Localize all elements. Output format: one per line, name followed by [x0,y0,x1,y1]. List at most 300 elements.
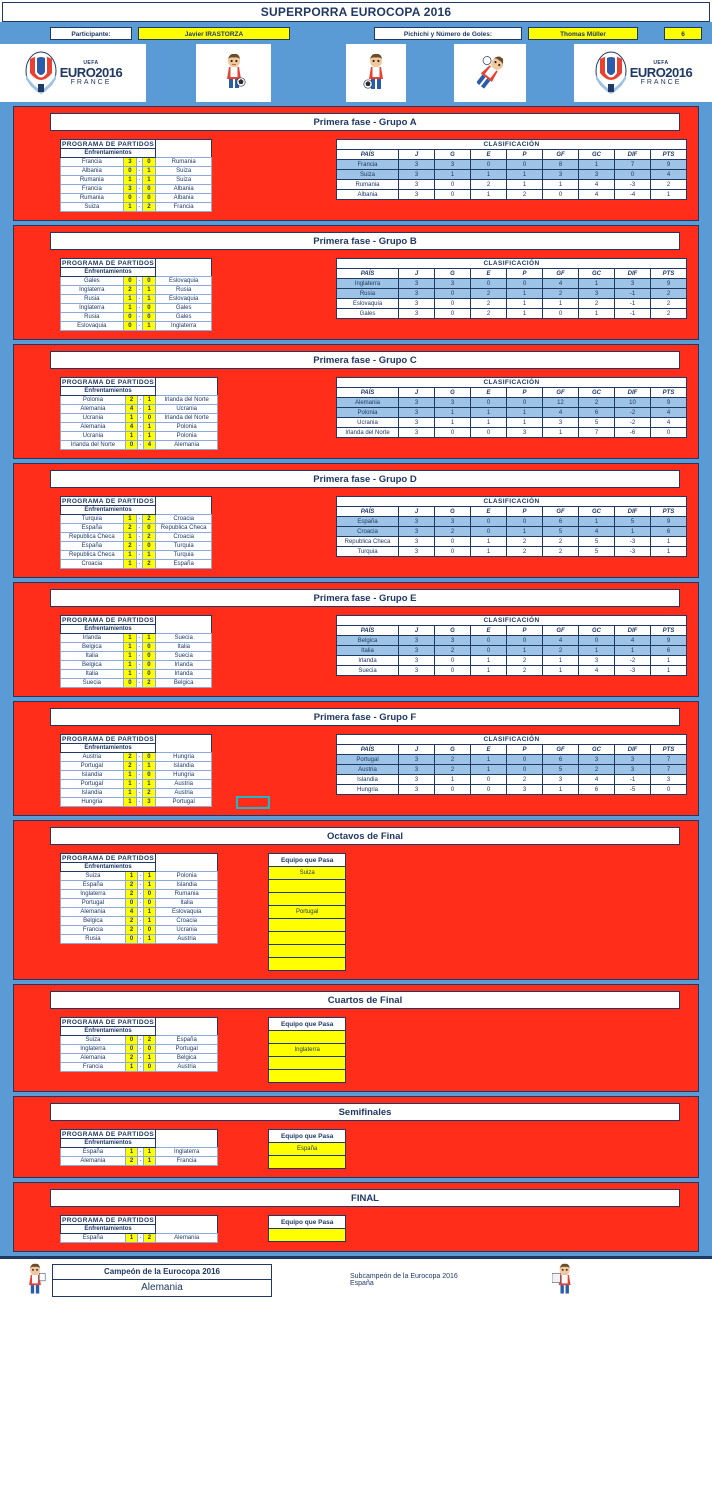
home-score[interactable]: 0 [123,194,136,203]
home-score[interactable]: 2 [125,917,138,926]
column-header-e: E [471,150,507,160]
standing-p: 2 [507,666,543,676]
programa-de-partidos-table [60,734,212,807]
away-team: Hungria [156,753,212,762]
away-score[interactable]: 0 [143,1063,156,1072]
winner-row [269,945,346,958]
standing-dif: -3 [615,180,651,190]
column-header-p: P [507,150,543,160]
column-header-gf: GF [543,269,579,279]
standing-gc: 3 [579,289,615,299]
round-title: Cuartos de Final [50,991,680,1009]
winner-cell[interactable] [269,919,346,932]
home-score[interactable]: 2 [125,881,138,890]
home-score[interactable]: 1 [123,798,136,807]
standing-g: 0 [435,656,471,666]
home-team: Portugal [61,899,126,908]
home-score[interactable]: 1 [125,432,138,441]
away-score[interactable]: 3 [142,798,155,807]
mascot-icon [24,1263,46,1297]
score-dash: - [138,204,141,210]
home-score[interactable]: 3 [123,158,136,167]
mascot-image-3 [454,44,526,102]
away-score[interactable]: 0 [142,542,155,551]
winner-cell[interactable] [269,932,346,945]
home-score[interactable]: 4 [125,405,138,414]
standing-country: Polonia [337,408,399,418]
equipo-que-pasa-header: Equipo que Pasa [269,854,346,867]
column-header-e: E [471,388,507,398]
away-team: Islandia [156,762,212,771]
home-score[interactable]: 0 [123,277,136,286]
column-header-e: E [471,626,507,636]
away-team: Austria [156,1063,218,1072]
home-score[interactable]: 1 [123,515,136,524]
home-score[interactable]: 1 [123,643,136,652]
programa-header: PROGRAMA DE PARTIDOS [62,259,155,267]
standing-e: 1 [471,547,507,557]
home-score[interactable]: 2 [125,396,138,405]
home-team: Portugal [61,780,124,789]
winner-cell[interactable] [269,880,346,893]
standing-country: Belgica [337,636,399,646]
standing-pts: 1 [651,190,687,200]
standing-country: Irlanda del Norte [337,428,399,438]
score-dash: - [139,1064,142,1070]
standing-gf: 2 [543,537,579,547]
winner-cell[interactable]: Suiza [269,867,346,880]
home-team: Inglaterra [61,286,124,295]
home-score[interactable]: 0 [125,441,138,450]
standing-g: 3 [435,279,471,289]
home-score[interactable]: 1 [123,203,136,212]
away-score[interactable]: 1 [143,935,156,944]
participante-value[interactable]: Javier IRASTORZA [138,27,290,40]
standings-row [337,517,687,527]
away-team: Turquia [156,542,212,551]
standing-gf: 3 [543,170,579,180]
away-score[interactable]: 1 [142,762,155,771]
away-score[interactable]: 2 [142,533,155,542]
standing-p: 3 [507,428,543,438]
standing-g: 0 [435,666,471,676]
standing-e: 0 [471,775,507,785]
standing-dif: 0 [615,170,651,180]
standing-g: 3 [435,517,471,527]
away-team: Irlanda [156,661,212,670]
column-header-dif: DIF [615,745,651,755]
participant-band [0,22,712,44]
score-dash: - [139,1235,142,1241]
knockout-panel-0 [13,820,699,980]
away-team: Inglaterra [156,322,212,331]
home-score[interactable]: 1 [123,176,136,185]
home-team: Francia [61,185,124,194]
away-score[interactable]: 2 [143,1036,156,1045]
score-dash: - [139,433,142,439]
away-score[interactable]: 1 [143,1157,156,1166]
home-team: Eslovaquia [61,322,124,331]
away-team: España [156,1036,218,1045]
france-label: FRANCE [640,78,682,86]
away-score[interactable]: 1 [143,908,156,917]
away-score[interactable]: 0 [142,661,155,670]
pichichi-value[interactable]: Thomas Müller [528,27,638,40]
standing-gf: 5 [543,765,579,775]
score-dash: - [138,195,141,201]
standing-dif: -1 [615,309,651,319]
away-score[interactable]: 0 [143,1045,156,1054]
home-score[interactable]: 1 [123,551,136,560]
standing-pts: 6 [651,646,687,656]
table-header-row [337,388,687,398]
home-team: Turquia [61,515,124,524]
winner-cell[interactable] [269,1070,346,1083]
table-row [337,140,687,150]
standings-row [337,289,687,299]
table-row [61,863,218,872]
programa-de-partidos-table [60,258,212,331]
standing-pts: 1 [651,666,687,676]
panel-body [14,734,698,807]
match-row [61,277,212,286]
home-score[interactable]: 1 [123,560,136,569]
away-team: Albania [156,194,212,203]
away-score[interactable]: 2 [142,789,155,798]
away-score[interactable]: 0 [143,899,156,908]
away-score[interactable]: 0 [142,313,155,322]
home-score[interactable]: 0 [125,1045,138,1054]
away-score[interactable]: 0 [143,414,156,423]
column-header-pts: PTS [651,507,687,517]
home-score[interactable]: 1 [125,1234,138,1243]
home-team: Portugal [61,762,124,771]
home-score[interactable]: 2 [123,762,136,771]
standing-j: 3 [399,289,435,299]
away-team: Portugal [156,1045,218,1054]
standing-pts: 9 [651,517,687,527]
away-score[interactable]: 2 [143,1234,156,1243]
score-dash: - [139,1046,142,1052]
standing-dif: -3 [615,547,651,557]
away-score[interactable]: 1 [143,432,156,441]
away-score[interactable]: 1 [142,295,155,304]
selected-cell-indicator[interactable] [236,796,270,809]
match-row [61,753,212,762]
table-row [61,735,212,744]
match-row [61,1054,218,1063]
standings-row [337,646,687,656]
match-row [61,185,212,194]
standing-gc: 6 [579,785,615,795]
uefa-label: UEFA [653,59,669,66]
column-header-gc: GC [579,507,615,517]
column-header-g: G [435,150,471,160]
away-score[interactable]: 0 [142,771,155,780]
home-score[interactable]: 1 [125,1063,138,1072]
winner-cell[interactable] [269,1156,346,1169]
standing-j: 3 [399,656,435,666]
away-score[interactable]: 1 [143,405,156,414]
away-score[interactable]: 2 [142,515,155,524]
clasificacion-table [336,139,687,200]
column-header-g: G [435,745,471,755]
standing-p: 1 [507,289,543,299]
home-score[interactable]: 1 [125,414,138,423]
match-row [61,414,218,423]
winner-cell[interactable]: Inglaterra [269,1044,346,1057]
standings-row [337,309,687,319]
group-panel-a [13,106,699,221]
home-score[interactable]: 1 [123,533,136,542]
winner-cell[interactable] [269,1057,346,1070]
standing-country: Croacia [337,527,399,537]
home-team: Alemania [61,908,126,917]
home-score[interactable]: 0 [123,167,136,176]
clasificacion-wrap [336,734,687,795]
home-score[interactable]: 1 [123,304,136,313]
column-header-gc: GC [579,388,615,398]
standing-e: 1 [471,656,507,666]
column-header-gc: GC [579,745,615,755]
away-score[interactable]: 1 [142,167,155,176]
away-score[interactable]: 1 [143,917,156,926]
standing-pts: 1 [651,656,687,666]
round-title: Semifinales [50,1103,680,1121]
group-panel-c [13,344,699,459]
home-team: Alemania [61,405,126,414]
away-team: Croacia [156,533,212,542]
away-score[interactable]: 1 [142,322,155,331]
standing-g: 0 [435,428,471,438]
away-score[interactable]: 0 [143,926,156,935]
euro-logo-right [574,44,712,102]
home-team: Suiza [61,872,126,881]
home-score[interactable]: 1 [123,670,136,679]
away-score[interactable]: 1 [142,551,155,560]
home-team: Inglaterra [61,304,124,313]
clasificacion-caption: CLASIFICACIÓN [337,616,687,626]
home-score[interactable]: 2 [123,753,136,762]
standing-p: 1 [507,646,543,656]
away-score[interactable]: 0 [142,753,155,762]
champion-group [24,1263,272,1297]
round-title: FINAL [50,1189,680,1207]
enfrentamientos-header: Enfrentamientos [61,863,156,872]
winner-cell[interactable] [269,945,346,958]
standing-e: 1 [471,666,507,676]
clasificacion-caption: CLASIFICACIÓN [337,378,687,388]
winner-cell[interactable] [269,893,346,906]
match-row [61,762,212,771]
away-score[interactable]: 1 [142,634,155,643]
away-score[interactable]: 4 [143,441,156,450]
away-score[interactable]: 0 [143,890,156,899]
away-score[interactable]: 1 [142,176,155,185]
score-dash: - [138,186,141,192]
standing-p: 1 [507,299,543,309]
home-score[interactable]: 2 [123,524,136,533]
standing-pts: 4 [651,418,687,428]
match-row [61,1045,218,1054]
away-score[interactable]: 1 [143,1148,156,1157]
away-score[interactable]: 1 [143,396,156,405]
home-score[interactable]: 2 [123,542,136,551]
home-score[interactable]: 1 [123,295,136,304]
standing-dif: 3 [615,765,651,775]
programa-header: PROGRAMA DE PARTIDOS [62,1216,155,1224]
winner-cell[interactable] [269,1229,346,1242]
enfrentamientos-header: Enfrentamientos [61,1027,156,1036]
standing-j: 3 [399,666,435,676]
group-panel-b [13,225,699,340]
winner-cell[interactable]: España [269,1143,346,1156]
home-score[interactable]: 4 [125,908,138,917]
mascot-icon [477,53,503,93]
home-team: Irlanda del Norte [61,441,126,450]
away-score[interactable]: 1 [142,780,155,789]
score-dash: - [139,927,142,933]
home-team: Italia [61,670,124,679]
column-header-país: PAÍS [337,150,399,160]
standing-dif: -5 [615,785,651,795]
away-score[interactable]: 0 [142,524,155,533]
home-score[interactable]: 0 [125,935,138,944]
away-score[interactable]: 0 [142,277,155,286]
home-score[interactable]: 0 [123,313,136,322]
table-header-row [269,1130,346,1143]
away-score[interactable]: 0 [142,185,155,194]
away-score[interactable]: 1 [143,872,156,881]
clasificacion-caption: CLASIFICACIÓN [337,140,687,150]
away-score[interactable]: 1 [143,1054,156,1063]
winner-cell[interactable]: Portugal [269,906,346,919]
away-score[interactable]: 1 [143,423,156,432]
standing-p: 3 [507,785,543,795]
home-score[interactable]: 2 [125,890,138,899]
standing-e: 2 [471,289,507,299]
home-score[interactable]: 1 [123,661,136,670]
match-row [61,1036,218,1045]
home-team: Belgica [61,917,126,926]
score-dash: - [139,397,142,403]
clasificacion-table [336,734,687,795]
home-score[interactable]: 4 [125,423,138,432]
table-row [61,1018,218,1027]
runnerup-value: España [350,1280,374,1287]
column-header-p: P [507,269,543,279]
pichichi-label: Pichichi y Número de Goles: [374,27,522,40]
away-score[interactable]: 0 [142,670,155,679]
standing-gf: 1 [543,656,579,666]
standing-dif: 1 [615,527,651,537]
away-score[interactable]: 2 [142,679,155,688]
home-score[interactable]: 0 [125,1036,138,1045]
home-score[interactable]: 1 [123,789,136,798]
home-score[interactable]: 2 [125,926,138,935]
home-score[interactable]: 1 [125,1148,138,1157]
home-score[interactable]: 0 [125,899,138,908]
standing-e: 2 [471,299,507,309]
standing-gf: 5 [543,527,579,537]
home-score[interactable]: 1 [125,872,138,881]
match-row [61,560,212,569]
home-score[interactable]: 1 [123,634,136,643]
away-score[interactable]: 0 [142,158,155,167]
standing-j: 3 [399,299,435,309]
home-score[interactable]: 1 [123,771,136,780]
winner-cell[interactable] [269,958,346,971]
home-score[interactable]: 2 [125,1054,138,1063]
standing-pts: 2 [651,299,687,309]
home-team: Italia [61,652,124,661]
standing-g: 0 [435,190,471,200]
column-header-p: P [507,388,543,398]
score-dash: - [139,1158,142,1164]
standing-p: 2 [507,190,543,200]
home-score[interactable]: 0 [123,679,136,688]
standing-country: Turquia [337,547,399,557]
standings-row [337,160,687,170]
panel-body [14,496,698,569]
enfrentamientos-header: Enfrentamientos [61,625,156,634]
standing-j: 3 [399,180,435,190]
standing-p: 1 [507,527,543,537]
match-row [61,167,212,176]
group-title: Primera fase - Grupo E [50,589,680,607]
match-row [61,286,212,295]
standing-g: 3 [435,398,471,408]
away-score[interactable]: 0 [142,652,155,661]
pichichi-goals[interactable]: 6 [664,27,702,40]
home-score[interactable]: 1 [123,652,136,661]
score-dash: - [139,873,142,879]
away-score[interactable]: 1 [143,881,156,890]
home-score[interactable]: 1 [123,780,136,789]
clasificacion-table [336,496,687,557]
away-score[interactable]: 2 [142,560,155,569]
standing-j: 3 [399,785,435,795]
standing-pts: 7 [651,765,687,775]
score-dash: - [138,534,141,540]
table-row [61,140,212,149]
score-dash: - [138,159,141,165]
table-header-row [269,854,346,867]
winner-cell[interactable] [269,1031,346,1044]
away-score[interactable]: 2 [142,203,155,212]
home-score[interactable]: 0 [123,322,136,331]
home-score[interactable]: 2 [125,1157,138,1166]
winner-row [269,1229,346,1242]
away-score[interactable]: 0 [142,194,155,203]
programa-de-partidos-table [60,1129,218,1166]
away-score[interactable]: 0 [142,643,155,652]
score-dash: - [138,516,141,522]
standing-p: 0 [507,765,543,775]
away-score[interactable]: 0 [142,304,155,313]
home-score[interactable]: 2 [123,286,136,295]
home-team: Albania [61,167,124,176]
standing-j: 3 [399,408,435,418]
clasificacion-wrap [336,377,687,438]
home-score[interactable]: 3 [123,185,136,194]
home-team: Alemania [61,423,126,432]
match-row [61,890,218,899]
score-dash: - [138,296,141,302]
equipo-que-pasa-table [268,1017,346,1083]
standing-country: Irlanda [337,656,399,666]
away-score[interactable]: 1 [142,286,155,295]
